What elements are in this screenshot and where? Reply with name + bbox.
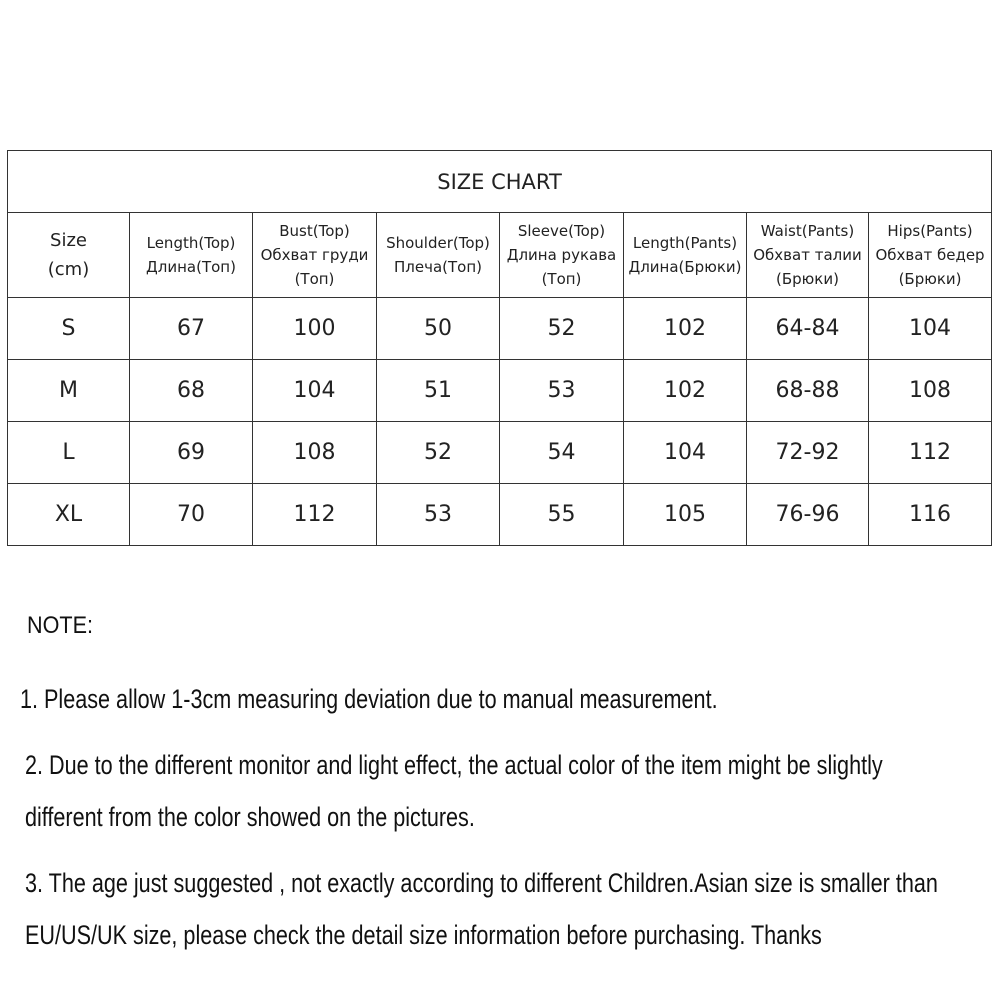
value-cell: 53 <box>377 484 500 546</box>
header-line: Length(Pants) <box>632 234 738 252</box>
value-cell: 70 <box>130 484 253 546</box>
header-line: Shoulder(Top) <box>386 234 490 252</box>
value-cell: 69 <box>130 422 253 484</box>
value-cell: 50 <box>377 298 500 360</box>
header-line: (Брюки) <box>898 270 962 288</box>
value-cell: 76-96 <box>747 484 869 546</box>
value-cell: 100 <box>253 298 377 360</box>
header-line: (Топ) <box>294 270 335 288</box>
value-cell: 68-88 <box>747 360 869 422</box>
header-line: (Брюки) <box>776 270 839 288</box>
header-size-line: (cm) <box>47 259 90 280</box>
note-item-2-line-2: different from the color showed on the pictures. <box>25 802 475 832</box>
value-cell: 52 <box>500 298 624 360</box>
value-cell: 104 <box>253 360 377 422</box>
value-cell: 105 <box>624 484 747 546</box>
value-cell: 102 <box>624 360 747 422</box>
value-cell: 72-92 <box>747 422 869 484</box>
note-title: NOTE: <box>27 612 94 639</box>
header-line: Длина(Топ) <box>146 258 236 276</box>
header-line: (Топ) <box>541 270 582 288</box>
value-cell: 112 <box>253 484 377 546</box>
value-cell: 104 <box>624 422 747 484</box>
note-item-2-line-1: 2. Due to the different monitor and light effect, the actual color of the item might be slightly <box>25 750 883 780</box>
header-line: Обхват бедер <box>875 246 985 264</box>
note-item-3-line-1: 3. The age just suggested , not exactly according to different Children.Asian size is smaller than <box>25 868 938 898</box>
value-cell: 108 <box>253 422 377 484</box>
header-line: Длина(Брюки) <box>628 258 742 276</box>
header-line: Waist(Pants) <box>760 222 855 240</box>
value-cell: 54 <box>500 422 624 484</box>
value-cell: 55 <box>500 484 624 546</box>
value-cell: 67 <box>130 298 253 360</box>
value-cell: 102 <box>624 298 747 360</box>
header-line: Length(Top) <box>146 234 236 252</box>
value-cell: 108 <box>869 360 992 422</box>
header-line: Обхват груди <box>260 246 369 264</box>
header-line: Плеча(Топ) <box>393 258 482 276</box>
value-cell: 112 <box>869 422 992 484</box>
note-item-3-line-2: EU/US/UK size, please check the detail size information before purchasing. Thanks <box>25 920 822 950</box>
note-item-1: 1. Please allow 1-3cm measuring deviation due to manual measurement. <box>20 684 718 714</box>
size-cell: L <box>8 422 130 484</box>
header-line: Длина рукава <box>506 246 617 264</box>
value-cell: 104 <box>869 298 992 360</box>
value-cell: 53 <box>500 360 624 422</box>
value-cell: 51 <box>377 360 500 422</box>
size-cell: S <box>8 298 130 360</box>
chart-title: SIZE CHART <box>8 151 992 213</box>
value-cell: 52 <box>377 422 500 484</box>
header-line: Обхват талии <box>753 246 862 264</box>
header-size-line: Size <box>50 230 87 251</box>
value-cell: 116 <box>869 484 992 546</box>
header-line: Hips(Pants) <box>887 222 973 240</box>
value-cell: 64-84 <box>747 298 869 360</box>
value-cell: 68 <box>130 360 253 422</box>
header-line: Sleeve(Top) <box>517 222 606 240</box>
header-line: Bust(Top) <box>279 222 350 240</box>
size-cell: M <box>8 360 130 422</box>
size-cell: XL <box>8 484 130 546</box>
